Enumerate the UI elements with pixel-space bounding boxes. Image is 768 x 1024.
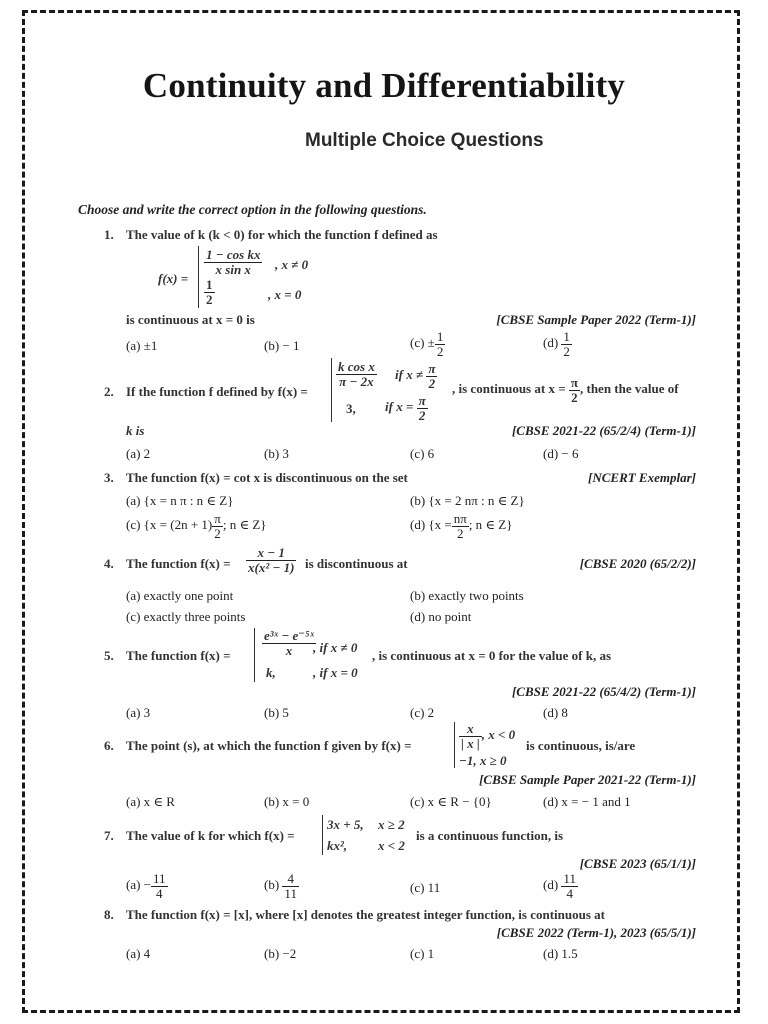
question-2-text-a: If the function f defined by f(x) =: [126, 384, 308, 399]
question-6-option-b: (b) x = 0: [264, 794, 310, 809]
question-5-option-a: (a) 3: [126, 705, 151, 720]
question-1-option-c-denominator: 2: [436, 343, 444, 359]
question-6-case-1-numerator: x: [459, 722, 482, 737]
question-3-option-a: (a) {x = n π : n ∈ Z}: [126, 493, 234, 508]
question-6-option-a: (a) x ∈ R: [126, 794, 175, 809]
question-5-case-1-denominator: x: [285, 642, 293, 658]
question-3-option-d: [410, 512, 512, 540]
question-7-option-b-numerator: 4: [282, 872, 299, 887]
question-3-option-d-label: (d) {x =: [410, 517, 452, 533]
question-2-tail: k is: [126, 423, 145, 438]
question-1-case-1-condition: , x ≠ 0: [275, 257, 309, 272]
question-7-option-b: [264, 872, 299, 900]
question-1-source: [CBSE Sample Paper 2022 (Term-1)]: [496, 312, 696, 327]
question-6-case-1-condition: , x < 0: [481, 727, 516, 743]
question-1-fx-label: f(x) =: [158, 271, 189, 286]
question-8-option-d: (d) 1.5: [543, 946, 578, 961]
question-5-brace: [254, 628, 255, 682]
question-7-source: [CBSE 2023 (65/1/1)]: [579, 856, 696, 871]
question-3-option-b: (b) {x = 2 nπ : n ∈ Z}: [410, 493, 525, 508]
question-5-case-1: [262, 629, 316, 657]
question-2-case-1-numerator: k cos x: [338, 359, 375, 374]
question-7-option-c: (c) 11: [410, 880, 441, 895]
question-6-text-a: The point (s), at which the function f given by f(x) =: [126, 738, 412, 753]
question-2-case-1-condition: [395, 362, 437, 390]
question-4-text-a: The function f(x) =: [126, 556, 231, 571]
question-2-case-2-condition-label: if x =: [385, 399, 414, 415]
question-8-source: [CBSE 2022 (Term-1), 2023 (65/5/1)]: [496, 925, 696, 940]
question-1-number: 1.: [104, 227, 114, 242]
question-6-number: 6.: [104, 738, 114, 753]
question-2-case-1-condition-numerator: π: [428, 361, 436, 376]
question-5-case-2-condition: , if x = 0: [313, 665, 358, 680]
question-1-case-2-denominator: 2: [206, 291, 213, 307]
question-5-case-1-numerator: e³ˣ − e⁻⁵ˣ: [264, 628, 315, 643]
question-4-option-b: (b) exactly two points: [410, 588, 524, 603]
question-7-case-1-condition: x ≥ 2: [378, 817, 405, 832]
question-6-case-1-denominator: | x |: [461, 735, 480, 751]
question-8-number: 8.: [104, 907, 114, 922]
question-1-option-c-numerator: 1: [436, 329, 444, 344]
question-7-option-a-denominator: 4: [156, 885, 163, 901]
instruction-text: Choose and write the correct option in the following questions.: [78, 202, 427, 217]
question-3-option-c-denominator: 2: [214, 525, 221, 541]
question-2-case-2-condition-numerator: π: [418, 393, 426, 408]
question-1-option-d: [543, 330, 572, 358]
question-7-number: 7.: [104, 828, 114, 843]
question-1-option-b: (b) − 1: [264, 338, 300, 353]
question-5-case-2: k,: [266, 665, 276, 680]
question-2-brace: [331, 358, 332, 422]
question-7-option-a: [126, 872, 168, 900]
question-1-option-a: (a) ±1: [126, 338, 158, 353]
question-3-source: [NCERT Exemplar]: [588, 470, 696, 485]
question-2-case-2: 3,: [346, 401, 356, 416]
question-6-text-b: is continuous, is/are: [526, 738, 636, 753]
question-8-text: The function f(x) = [x], where [x] denotes the greatest integer function, is continuous at: [126, 907, 605, 922]
question-4-source: [CBSE 2020 (65/2/2)]: [579, 556, 696, 571]
question-1-brace: [198, 246, 199, 308]
question-2-case-1-condition-denominator: 2: [428, 375, 436, 391]
question-1-case-2-condition: , x = 0: [268, 287, 302, 302]
question-5-text-b: , is continuous at x = 0 for the value of k, as: [372, 648, 612, 663]
question-5-option-c: (c) 2: [410, 705, 435, 720]
question-2-case-1-denominator: π − 2x: [339, 373, 374, 389]
question-6-case-1: [459, 722, 515, 750]
question-8-option-c: (c) 1: [410, 946, 435, 961]
question-3-option-c: [126, 512, 267, 540]
question-2-case-2-condition: [385, 394, 428, 422]
question-4-text-b: is discontinuous at: [305, 556, 408, 571]
question-1-text: The value of k (k < 0) for which the function f defined as: [126, 227, 438, 242]
question-1-option-d-numerator: 1: [563, 329, 570, 344]
question-6-option-c: (c) x ∈ R − {0}: [410, 794, 492, 809]
question-3-option-c-tail: ; n ∈ Z}: [222, 517, 267, 533]
question-2-case-1: [336, 360, 377, 388]
question-2-option-d: (d) − 6: [543, 446, 579, 461]
question-7-option-d: [543, 872, 578, 900]
question-7-case-1: 3x + 5,: [327, 817, 364, 832]
question-4-fraction: [246, 546, 296, 574]
question-6-brace: [454, 722, 455, 768]
question-7-option-a-numerator: 11: [153, 871, 166, 886]
question-4-number: 4.: [104, 556, 114, 571]
question-2-option-c: (c) 6: [410, 446, 435, 461]
question-7-text-b: is a continuous function, is: [416, 828, 564, 843]
question-3-option-d-tail: ; n ∈ Z}: [468, 517, 513, 533]
question-4-option-d: (d) no point: [410, 609, 472, 624]
question-6-option-d: (d) x = − 1 and 1: [543, 794, 631, 809]
question-2-case-1-condition-label: if x ≠: [395, 367, 424, 383]
question-6-source: [CBSE Sample Paper 2021-22 (Term-1)]: [479, 772, 696, 787]
question-8-option-a: (a) 4: [126, 946, 151, 961]
question-7-case-2: kx²,: [327, 838, 348, 853]
question-2-option-a: (a) 2: [126, 446, 151, 461]
question-1-tail: is continuous at x = 0 is: [126, 312, 255, 327]
question-3-option-d-denominator: 2: [457, 525, 464, 541]
question-3-option-d-numerator: nπ: [453, 511, 467, 526]
question-2-number: 2.: [104, 384, 114, 399]
question-5-source: [CBSE 2021-22 (65/4/2) (Term-1)]: [511, 684, 696, 699]
question-4-option-c: (c) exactly three points: [126, 609, 246, 624]
question-4-fraction-numerator: x − 1: [246, 546, 296, 561]
question-1-case-1: [204, 248, 262, 276]
question-4-fraction-denominator: x(x² − 1): [248, 559, 295, 575]
question-2-source: [CBSE 2021-22 (65/2/4) (Term-1)]: [511, 423, 696, 438]
page-title: Continuity and Differentiability: [142, 66, 626, 105]
question-1-case-2: [204, 278, 215, 306]
question-7-option-a-label: (a) −: [126, 877, 152, 893]
question-5-option-d: (d) 8: [543, 705, 568, 720]
question-7-option-d-numerator: 11: [563, 871, 576, 886]
question-7-option-b-label: (b): [264, 877, 283, 893]
question-2-text-b-denominator: 2: [571, 389, 578, 405]
section-subtitle: Multiple Choice Questions: [305, 130, 544, 151]
question-7-option-d-denominator: 4: [566, 885, 573, 901]
question-1-option-d-label: (d): [543, 335, 562, 351]
question-2-text-b-numerator: π: [570, 375, 578, 390]
question-7-text-a: The value of k for which f(x) =: [126, 828, 295, 843]
question-3-option-c-label: (c) {x = (2n + 1): [126, 517, 213, 533]
question-2-case-2-condition-denominator: 2: [418, 407, 426, 423]
question-1-case-1-numerator: 1 − cos kx: [206, 247, 261, 262]
question-5-option-b: (b) 5: [264, 705, 289, 720]
question-1-option-c-label: (c) ±: [410, 335, 435, 351]
question-5-number: 5.: [104, 648, 114, 663]
question-2-option-b: (b) 3: [264, 446, 289, 461]
question-5-case-1-condition: , if x ≠ 0: [313, 640, 358, 655]
question-1-case-1-denominator: x sin x: [215, 261, 251, 277]
question-2-text-b-label: , is continuous at x =: [452, 381, 566, 397]
question-7-case-2-condition: x < 2: [378, 838, 405, 853]
question-7-option-b-denominator: 11: [284, 885, 297, 901]
question-3-option-c-numerator: π: [214, 511, 221, 526]
question-3-number: 3.: [104, 470, 114, 485]
question-1-case-2-numerator: 1: [206, 277, 213, 292]
question-3-text: The function f(x) = cot x is discontinuous on the set: [126, 470, 408, 485]
question-1-option-c: [410, 330, 445, 358]
question-6-case-2: −1, x ≥ 0: [459, 753, 507, 768]
question-2-text-b: [452, 376, 679, 404]
question-7-brace: [322, 815, 323, 855]
question-5-text-a: The function f(x) =: [126, 648, 231, 663]
question-2-text-c: , then the value of: [579, 381, 679, 397]
question-1-option-d-denominator: 2: [563, 343, 570, 359]
question-4-option-a: (a) exactly one point: [126, 588, 234, 603]
question-7-option-d-label: (d): [543, 877, 562, 893]
question-8-option-b: (b) −2: [264, 946, 297, 961]
